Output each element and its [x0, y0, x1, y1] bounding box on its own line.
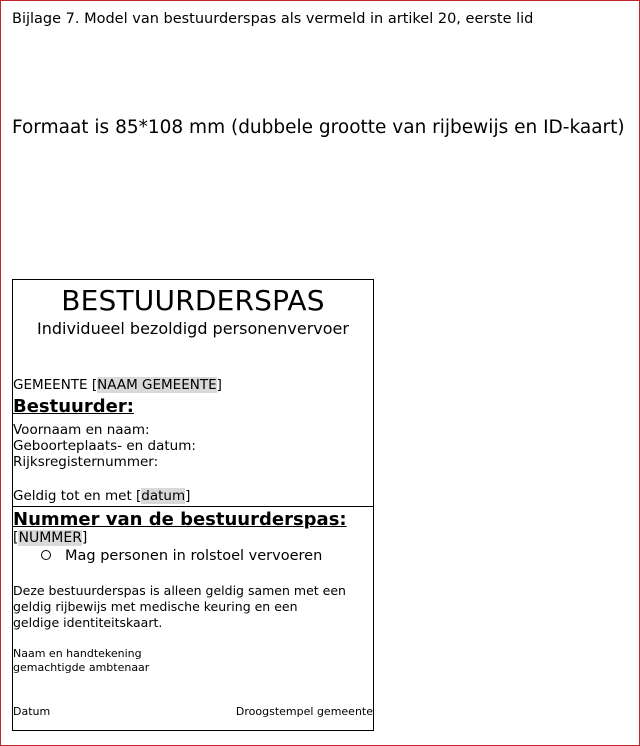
field-birth: Geboorteplaats- en datum:	[13, 438, 196, 454]
number-line	[13, 530, 87, 546]
field-name: Voornaam en naam:	[13, 422, 150, 438]
municipality-close: ]	[216, 377, 222, 393]
date-label: Datum	[13, 705, 51, 718]
number-heading: Nummer van de bestuurderspas:	[13, 509, 347, 530]
valid-close: ]	[185, 488, 191, 504]
annex-heading: Bijlage 7. Model van bestuurderspas als vermeld in artikel 20, eerste lid	[12, 11, 534, 27]
valid-line	[13, 488, 190, 504]
validity-text-1: Deze bestuurderspas is alleen geldig samen met een	[13, 583, 346, 598]
card-subtitle: Individueel bezoldigd personenvervoer	[37, 319, 349, 338]
driver-heading: Bestuurder:	[13, 396, 134, 417]
format-note: Formaat is 85*108 mm (dubbele grootte van rijbewijs en ID-kaart)	[12, 117, 625, 138]
validity-text-2: geldig rijbewijs met medische keuring en een	[13, 599, 298, 614]
field-register: Rijksregisternummer:	[13, 454, 159, 470]
signature-line-1: Naam en handtekening	[13, 647, 142, 660]
card-divider	[13, 506, 373, 507]
municipality-label: GEMEENTE [	[13, 377, 98, 393]
number-close: ]	[81, 530, 88, 546]
number-placeholder: NUMMER	[18, 530, 82, 546]
circle-bullet-icon	[41, 550, 51, 560]
signature-line-2: gemachtigde ambtenaar	[13, 661, 150, 674]
validity-text-3: geldige identiteitskaart.	[13, 615, 163, 630]
driver-card	[12, 279, 374, 731]
wheelchair-option-label: Mag personen in rolstoel vervoeren	[65, 548, 323, 564]
valid-label: Geldig tot en met [	[13, 488, 142, 504]
municipality-line	[13, 377, 222, 393]
stamp-label: Droogstempel gemeente	[235, 705, 373, 718]
wheelchair-option	[41, 548, 322, 564]
card-title: BESTUURDERSPAS	[61, 284, 325, 317]
valid-placeholder: datum	[141, 488, 186, 504]
number-open: [	[13, 530, 19, 546]
municipality-placeholder: NAAM GEMEENTE	[97, 377, 217, 393]
